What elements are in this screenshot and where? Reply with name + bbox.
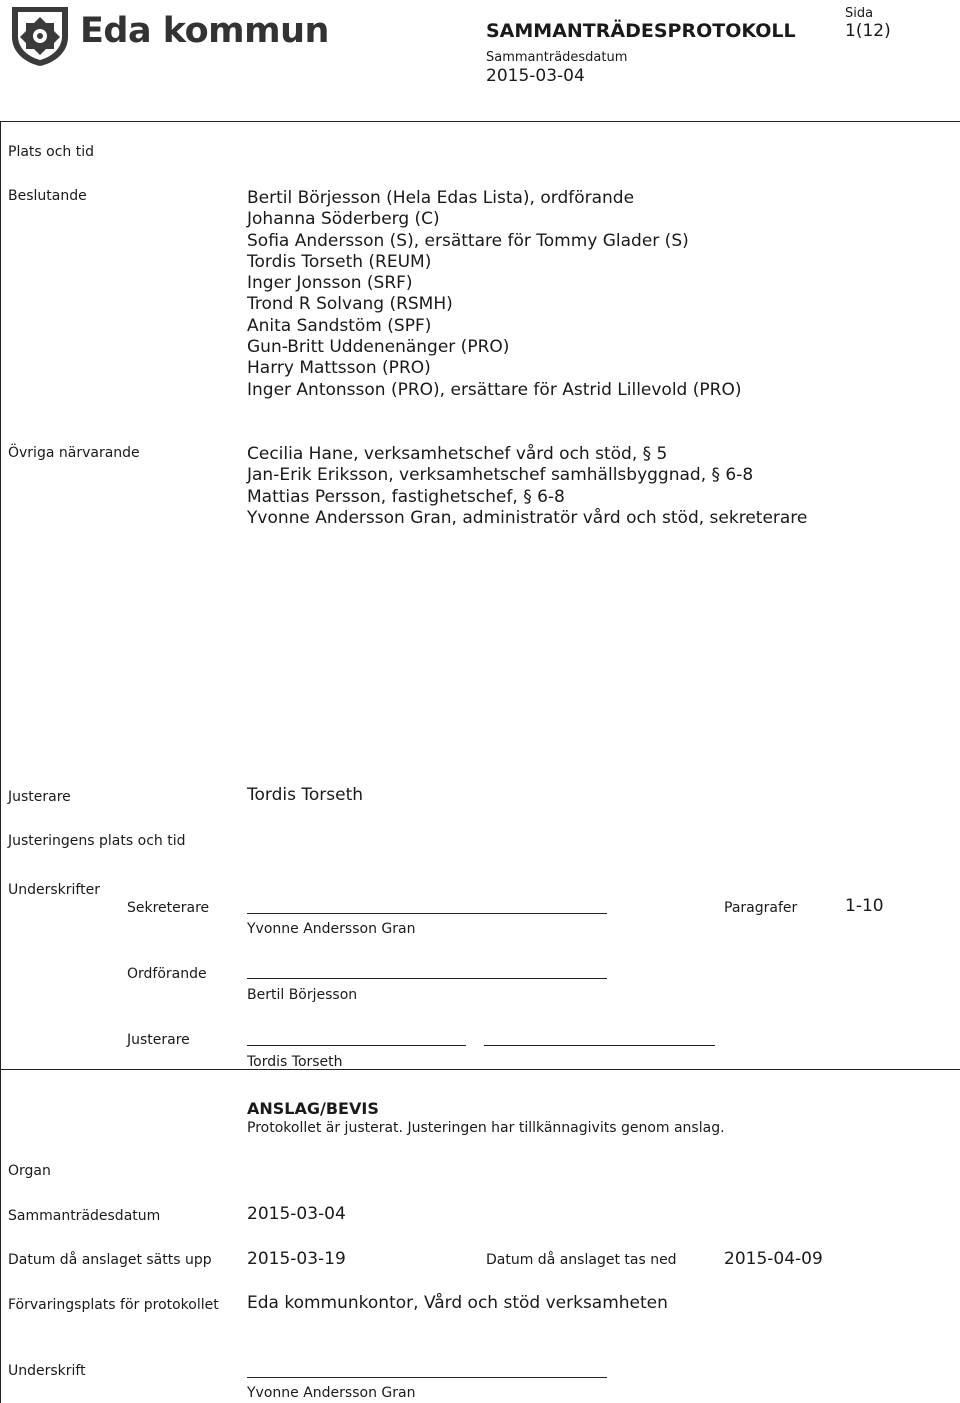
list-item: Yvonne Andersson Gran, administratör vård och stöd, sekreterare [247, 507, 808, 528]
justeringens-label: Justeringens plats och tid [8, 833, 186, 849]
ordforande-label: Ordförande [127, 966, 207, 982]
list-item: Anita Sandstöm (SPF) [247, 315, 432, 336]
ordforande-name: Bertil Börjesson [247, 987, 358, 1003]
ned-label: Datum då anslaget tas ned [486, 1252, 677, 1268]
forvaring-label: Förvaringsplats för protokollet [8, 1297, 219, 1313]
list-item: Johanna Söderberg (C) [247, 209, 440, 230]
paragrafer-label: Paragrafer [724, 900, 798, 916]
list-item: Mattias Persson, fastighetschef, § 6-8 [247, 486, 565, 507]
datum-label: Sammanträdesdatum [8, 1208, 161, 1224]
list-item: Harry Mattsson (PRO) [247, 358, 431, 379]
anslag-title: ANSLAG/BEVIS [247, 1099, 379, 1118]
sekreterare-name: Yvonne Andersson Gran [247, 921, 416, 937]
document-title: SAMMANTRÄDESPROTOKOLL [486, 20, 796, 42]
anslag-text: Protokollet är justerat. Justeringen har tillkännagivits genom anslag. [247, 1120, 725, 1136]
underskrift-label: Underskrift [8, 1363, 86, 1379]
list-item: Sofia Andersson (S), ersättare för Tommy Glader (S) [247, 230, 689, 251]
ordforande-signature-line [247, 978, 607, 979]
list-item: Trond R Solvang (RSMH) [247, 294, 453, 315]
justerare-sign-name: Tordis Torseth [247, 1054, 343, 1070]
paragrafer-value: 1-10 [845, 896, 884, 916]
underskrift-name: Yvonne Andersson Gran [247, 1385, 416, 1401]
list-item: Tordis Torseth (REUM) [247, 251, 432, 272]
underskrift-signature-line [247, 1377, 607, 1378]
justerare-sign-label: Justerare [127, 1032, 190, 1048]
justerare-value: Tordis Torseth [247, 785, 364, 805]
beslutande-label: Beslutande [8, 188, 87, 204]
justerare-label: Justerare [8, 789, 71, 805]
justerare-signature-line-2 [484, 1045, 715, 1046]
beslutande-list [247, 188, 741, 401]
list-item: Cecilia Hane, verksamhetschef vård och stöd, § 5 [247, 444, 668, 464]
list-item: Jan-Erik Eriksson, verksamhetschef samhällsbyggnad, § 6-8 [247, 465, 754, 486]
list-item: Inger Antonsson (PRO), ersättare för Astrid Lillevold (PRO) [247, 379, 742, 400]
anslag-rule [0, 1069, 960, 1070]
sekreterare-signature-line [247, 913, 607, 914]
plats-label: Plats och tid [8, 144, 94, 160]
left-border [0, 121, 1, 1403]
page-label: Sida [845, 6, 874, 21]
datum-value: 2015-03-04 [247, 1204, 346, 1224]
forvaring-value: Eda kommunkontor, Vård och stöd verksamheten [247, 1293, 668, 1313]
logo [8, 3, 329, 67]
list-item: Bertil Börjesson (Hela Edas Lista), ordförande [247, 188, 635, 208]
header-date-label: Sammanträdesdatum [486, 50, 628, 65]
organ-label: Organ [8, 1163, 51, 1179]
ovriga-label: Övriga närvarande [8, 445, 140, 461]
logo-text: Eda kommun [80, 11, 329, 51]
underskrifter-label: Underskrifter [8, 882, 100, 898]
justerare-signature-line-1 [247, 1045, 466, 1046]
eda-crest-icon [8, 3, 72, 67]
header-date-value: 2015-03-04 [486, 66, 585, 86]
sekreterare-label: Sekreterare [127, 900, 210, 916]
upp-value: 2015-03-19 [247, 1249, 346, 1269]
upp-label: Datum då anslaget sätts upp [8, 1252, 212, 1268]
top-rule [0, 121, 960, 122]
page-number: 1(12) [845, 21, 891, 41]
list-item: Inger Jonsson (SRF) [247, 273, 413, 294]
ned-value: 2015-04-09 [724, 1249, 823, 1269]
list-item: Gun-Britt Uddenenänger (PRO) [247, 337, 510, 358]
ovriga-list [247, 444, 807, 529]
